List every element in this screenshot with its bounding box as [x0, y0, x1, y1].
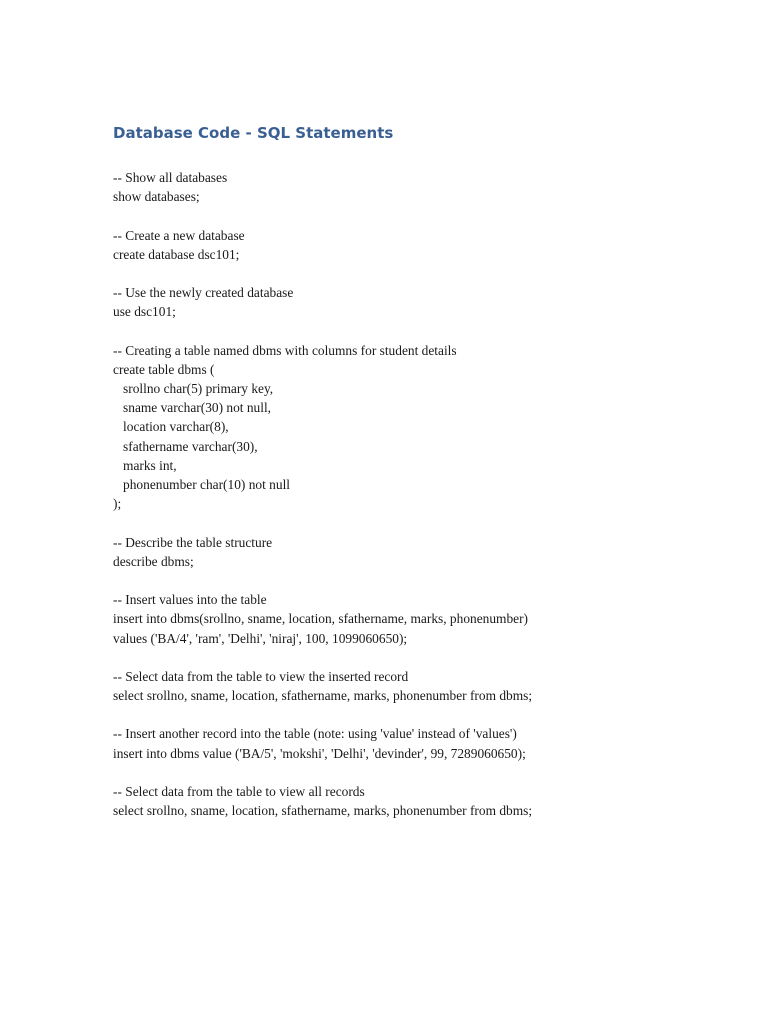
document-title: Database Code - SQL Statements [113, 124, 394, 142]
sql-code-line: srollno char(5) primary key, [113, 381, 274, 397]
blank-line [113, 322, 753, 341]
sql-comment-line: -- Use the newly created database [113, 285, 294, 301]
sql-code-line: insert into dbms(srollno, sname, location, sfathername, marks, phonenumber) [113, 611, 529, 627]
sql-code-line: create table dbms ( [113, 361, 215, 377]
sql-comment-line: -- Select data from the table to view the inserted record [113, 668, 409, 684]
sql-comment-line: -- Insert values into the table [113, 592, 267, 608]
blank-line [113, 206, 753, 225]
sql-code-body [113, 168, 753, 820]
sql-code-line: values ('BA/4', 'ram', 'Delhi', 'niraj', 100, 1099060650); [113, 630, 408, 646]
sql-comment-line: -- Create a new database [113, 227, 245, 243]
sql-code-line: use dsc101; [113, 304, 176, 320]
sql-comment-line: -- Creating a table named dbms with columns for student details [113, 342, 457, 358]
sql-code-line: marks int, [113, 457, 177, 473]
sql-comment-line: -- Describe the table structure [113, 534, 273, 550]
blank-line [113, 264, 753, 283]
sql-code-line: sfathername varchar(30), [113, 438, 258, 454]
sql-code-line: phonenumber char(10) not null [113, 477, 291, 492]
sql-code-line: create database dsc101; [113, 246, 240, 262]
blank-line [113, 571, 753, 590]
sql-code-line: select srollno, sname, location, sfathername, marks, phonenumber from dbms; [113, 688, 533, 704]
sql-code-line: ); [113, 496, 122, 512]
blank-line [113, 513, 753, 532]
sql-code-line: show databases; [113, 189, 200, 205]
sql-code-line: select srollno, sname, location, sfathername, marks, phonenumber from dbms; [113, 803, 533, 819]
sql-comment-line: -- Insert another record into the table (note: using 'value' instead of 'values') [113, 726, 517, 742]
blank-line [113, 705, 753, 724]
blank-line [113, 648, 753, 667]
sql-comment-line: -- Show all databases [113, 170, 228, 185]
sql-code-line: insert into dbms value ('BA/5', 'mokshi', 'Delhi', 'devinder', 99, 7289060650); [113, 745, 526, 761]
blank-line [113, 763, 753, 782]
sql-code-line: sname varchar(30) not null, [113, 400, 272, 416]
sql-comment-line: -- Select data from the table to view all records [113, 784, 365, 799]
sql-code-line: describe dbms; [113, 553, 194, 569]
sql-code-line: location varchar(8), [113, 419, 229, 435]
